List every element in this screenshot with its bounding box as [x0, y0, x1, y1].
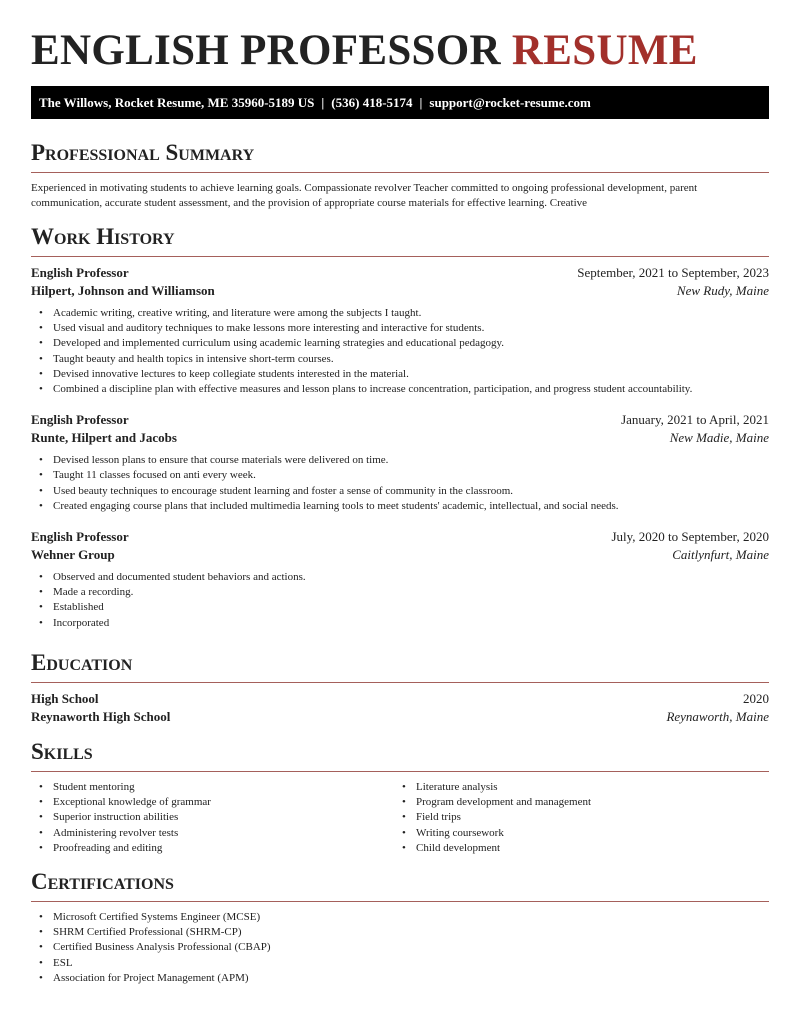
- job-title: English Professor: [31, 265, 129, 280]
- skills-list-left: [31, 780, 394, 856]
- section-heading: Work History: [31, 223, 769, 257]
- skill-item: • Field trips: [394, 810, 757, 825]
- job-entry: [31, 264, 769, 397]
- education-entry: [31, 690, 769, 726]
- skill-item: • Superior instruction abilities: [31, 810, 394, 825]
- job-dates: July, 2020 to September, 2020: [611, 529, 769, 545]
- job-bullet: • Academic writing, creative writing, and literature were among the subjects I taught.: [31, 306, 769, 321]
- job-bullet: • Developed and implemented curriculum using academic learning strategies and educational pedagogy.: [31, 336, 769, 351]
- certification-item: • Certified Business Analysis Professional (CBAP): [31, 940, 769, 955]
- skill-item: • Child development: [394, 841, 757, 856]
- job-bullet: • Taught beauty and health topics in intensive short-term courses.: [31, 352, 769, 367]
- location: New Rudy, Maine: [676, 283, 769, 298]
- section-heading: Education: [31, 649, 769, 683]
- job-bullet: • Made a recording.: [31, 585, 769, 600]
- separator: |: [419, 95, 423, 110]
- degree: High School: [31, 691, 99, 706]
- job-bullet: • Taught 11 classes focused on anti every week.: [31, 468, 769, 483]
- location: Reynaworth, Maine: [666, 709, 769, 724]
- section-heading: Certifications: [31, 868, 769, 902]
- summary-text: Experienced in motivating students to achieve learning goals. Compassionate revolver Teacher committed to ongoing professional development, parent communication, accurate student assessment, and the provision of appropriate course materials for effective learning. Creative: [31, 182, 698, 210]
- skill-item: • Administering revolver tests: [31, 826, 394, 841]
- company: Wehner Group: [31, 547, 115, 563]
- contact-address: The Willows, Rocket Resume, ME 35960-5189 US: [39, 95, 315, 110]
- job-entry: [31, 411, 769, 514]
- certifications-section: [31, 868, 769, 986]
- company: Hilpert, Johnson and Williamson: [31, 283, 215, 298]
- contact-email[interactable]: support@rocket-resume.com: [429, 95, 591, 110]
- summary-section: [31, 139, 769, 212]
- year: 2020: [743, 691, 769, 706]
- contact-phone: (536) 418-5174: [331, 95, 413, 110]
- job-bullet: • Incorporated: [31, 616, 769, 631]
- job-bullets: [31, 570, 769, 631]
- job-bullet: • Observed and documented student behaviors and actions.: [31, 570, 769, 585]
- location: New Madie, Maine: [669, 430, 769, 446]
- location: Caitlynfurt, Maine: [672, 547, 769, 563]
- certification-item: • ESL: [31, 956, 769, 971]
- skill-item: • Literature analysis: [394, 780, 757, 795]
- job-bullet: • Devised innovative lectures to keep collegiate students interested in the material.: [31, 367, 769, 382]
- school: Reynaworth High School: [31, 709, 171, 724]
- section-heading: Professional Summary: [31, 139, 769, 173]
- title-accent: RESUME: [511, 27, 698, 74]
- job-bullets: [31, 306, 769, 397]
- job-bullet: • Created engaging course plans that included multimedia learning tools to meet students' academic, intellectual, and social needs.: [31, 499, 769, 514]
- job-bullets: [31, 453, 769, 514]
- resume-title: [31, 26, 698, 75]
- certifications-list: [31, 910, 769, 986]
- education-section: [31, 649, 769, 726]
- title-main: ENGLISH PROFESSOR: [31, 27, 501, 74]
- job-dates: January, 2021 to April, 2021: [621, 412, 769, 428]
- skill-item: • Student mentoring: [31, 780, 394, 795]
- contact-bar: [31, 86, 769, 119]
- job-title: English Professor: [31, 412, 129, 428]
- job-bullet: • Combined a discipline plan with effective measures and lesson plans to increase concentration, participation, and progress student accountability.: [31, 382, 769, 397]
- skill-item: • Exceptional knowledge of grammar: [31, 795, 394, 810]
- skills-section: [31, 738, 769, 856]
- skill-item: • Program development and management: [394, 795, 757, 810]
- job-bullet: • Established: [31, 600, 769, 615]
- job-bullet: • Used visual and auditory techniques to make lessons more interesting and interactive for students.: [31, 321, 769, 336]
- certification-item: • Microsoft Certified Systems Engineer (MCSE): [31, 910, 769, 925]
- skills-list-right: [394, 780, 757, 856]
- job-bullet: • Used beauty techniques to encourage student learning and foster a sense of community in the classroom.: [31, 484, 769, 499]
- certification-item: • Association for Project Management (APM): [31, 971, 769, 986]
- skill-item: • Writing coursework: [394, 826, 757, 841]
- section-heading: Skills: [31, 738, 769, 772]
- company: Runte, Hilpert and Jacobs: [31, 430, 177, 446]
- certification-item: • SHRM Certified Professional (SHRM-CP): [31, 925, 769, 940]
- skill-item: • Proofreading and editing: [31, 841, 394, 856]
- job-bullet: • Devised lesson plans to ensure that course materials were delivered on time.: [31, 453, 769, 468]
- job-entry: [31, 528, 769, 631]
- separator: |: [321, 95, 325, 110]
- job-dates: September, 2021 to September, 2023: [577, 265, 769, 280]
- job-title: English Professor: [31, 529, 129, 545]
- work-history-section: [31, 223, 769, 631]
